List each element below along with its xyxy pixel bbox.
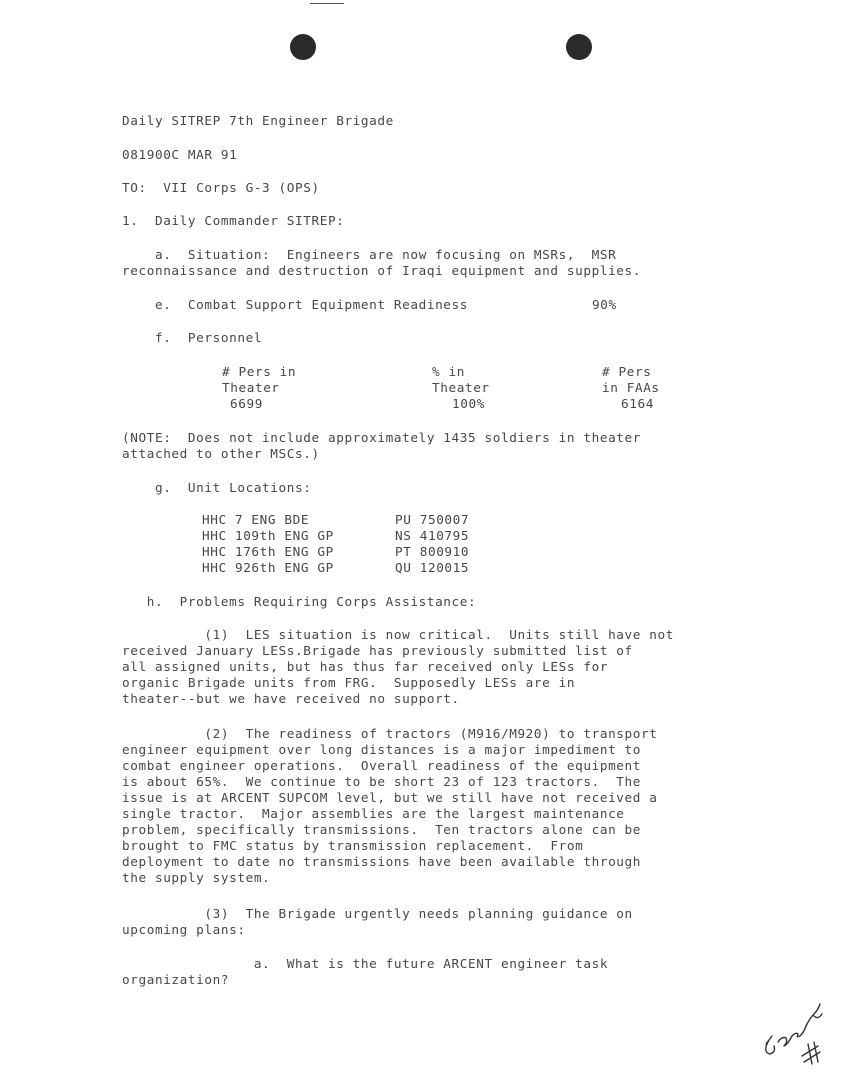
unit-location: PU 750007 [395, 512, 470, 527]
item-1-line: theater--but we have received no support. [122, 691, 460, 706]
para-e-label: e. Combat Support Equipment Readiness [122, 297, 469, 312]
personnel-col-1-value: 6699 [230, 396, 263, 411]
item-2-line: issue is at ARCENT SUPCOM level, but we still have not received a [122, 790, 658, 805]
item-2-line: the supply system. [122, 870, 271, 885]
item-2-line: brought to FMC status by transmission replacement. From [122, 838, 584, 853]
unit-name: HHC 109th ENG GP [202, 528, 334, 543]
unit-name: HHC 176th ENG GP [202, 544, 334, 559]
handwritten-signature [758, 992, 838, 1072]
item-2-line: engineer equipment over long distances is a major impediment to [122, 742, 642, 757]
para-h-label: h. Problems Requiring Corps Assistance: [122, 594, 477, 609]
unit-location: PT 800910 [395, 544, 470, 559]
personnel-col-3-value: 6164 [621, 396, 654, 411]
item-1-line: all assigned units, but has thus far received only LESs for [122, 659, 609, 674]
unit-name: HHC 7 ENG BDE [202, 512, 310, 527]
top-scan-mark [310, 3, 344, 4]
item-3-line: (3) The Brigade urgently needs planning guidance on [122, 906, 633, 921]
addressee-line: TO: VII Corps G-3 (OPS) [122, 180, 320, 195]
unit-location: QU 120015 [395, 560, 470, 575]
personnel-col-1-line1: # Pers in [222, 364, 297, 379]
section-1-heading: 1. Daily Commander SITREP: [122, 213, 345, 228]
personnel-col-2-line1: % in [432, 364, 465, 379]
personnel-col-2-value: 100% [452, 396, 485, 411]
para-e-value: 90% [592, 297, 617, 312]
personnel-col-3-line2: in FAAs [602, 380, 660, 395]
item-3-line: upcoming plans: [122, 922, 246, 937]
binder-hole-left [290, 34, 316, 60]
item-2-line: combat engineer operations. Overall readiness of the equipment [122, 758, 642, 773]
item-1-line: organic Brigade units from FRG. Supposedly LESs are in [122, 675, 576, 690]
item-2-line: (2) The readiness of tractors (M916/M920) to transport [122, 726, 658, 741]
date-time-group: 081900C MAR 91 [122, 147, 238, 162]
para-a-line: a. Situation: Engineers are now focusing on MSRs, MSR [122, 247, 617, 262]
doc-title: Daily SITREP 7th Engineer Brigade [122, 113, 394, 128]
unit-location: NS 410795 [395, 528, 470, 543]
note-line: attached to other MSCs.) [122, 446, 320, 461]
para-a-line: reconnaissance and destruction of Iraqi equipment and supplies. [122, 263, 642, 278]
item-2-line: problem, specifically transmissions. Ten tractors alone can be [122, 822, 642, 837]
note-line: (NOTE: Does not include approximately 1435 soldiers in theater [122, 430, 642, 445]
item-1-line: received January LESs.Brigade has previously submitted list of [122, 643, 633, 658]
para-f-label: f. Personnel [122, 330, 263, 345]
binder-hole-right [566, 34, 592, 60]
unit-name: HHC 926th ENG GP [202, 560, 334, 575]
item-2-line: deployment to date no transmissions have been available through [122, 854, 642, 869]
personnel-col-3-line1: # Pers [602, 364, 652, 379]
item-1-line: (1) LES situation is now critical. Units still have not [122, 627, 674, 642]
para-g-label: g. Unit Locations: [122, 480, 312, 495]
item-2-line: single tractor. Major assemblies are the largest maintenance [122, 806, 625, 821]
personnel-col-2-line2: Theater [432, 380, 490, 395]
personnel-col-1-line2: Theater [222, 380, 280, 395]
item-3a-line: a. What is the future ARCENT engineer task [122, 956, 609, 971]
item-2-line: is about 65%. We continue to be short 23 of 123 tractors. The [122, 774, 642, 789]
item-3a-line: organization? [122, 972, 230, 987]
